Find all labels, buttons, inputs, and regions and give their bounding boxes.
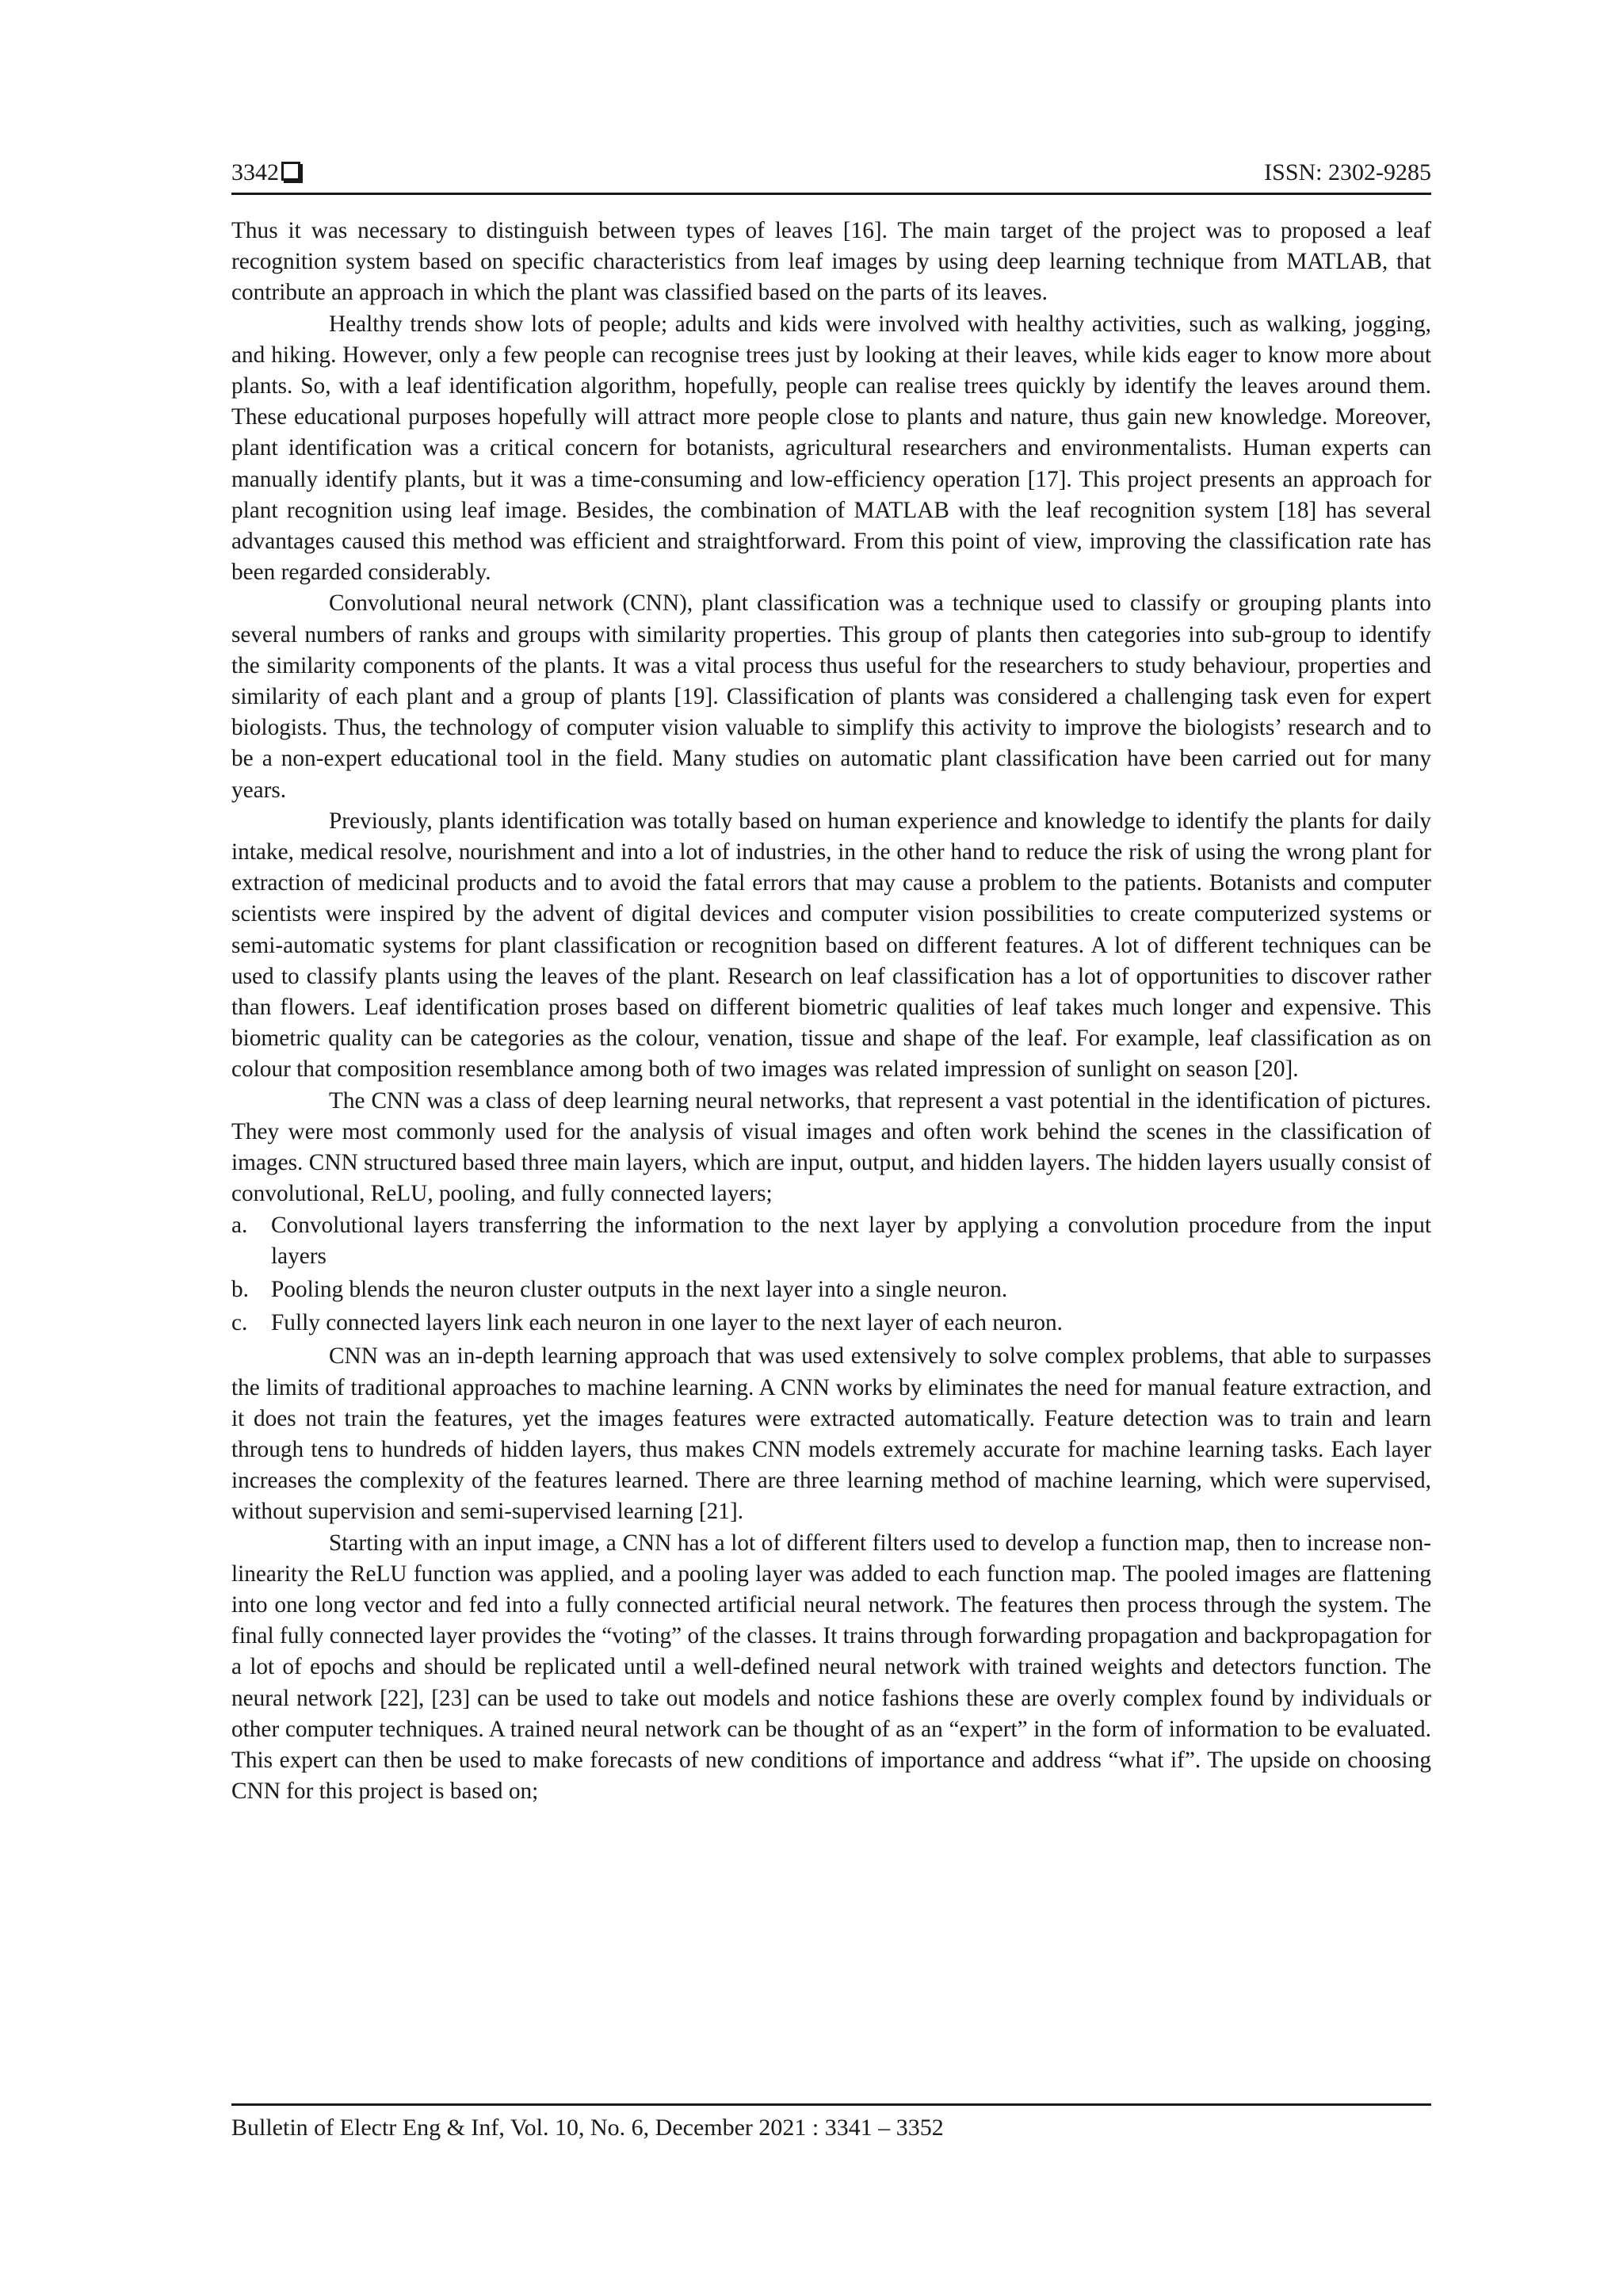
checkbox-icon [281,162,300,181]
layer-list [231,1210,1431,1339]
paragraph: Previously, plants identification was totally based on human experience and knowledge to identify the plants for daily intake, medical resolve, nourishment and into a lot of industries, in the other hand to reduce the risk of using the wrong plant for extraction of medicinal products and to avoid the fatal errors that may cause a problem to the patients. Botanists and computer scientists were inspired by the advent of digital devices and computer vision possibilities to create computerized systems or semi-automatic systems for plant classification or recognition based on different features. A lot of different techniques can be used to classify plants using the leaves of the plant. Research on leaf classification has a lot of opportunities to discover rather than flowers. Leaf identification proses based on different biometric qualities of leaf takes much longer and expensive. This biometric quality can be categories as the colour, venation, tissue and shape of the leaf. For example, leaf classification as on colour that composition resemblance among both of two images was related impression of sunlight on season [20]. [231,808,1431,1083]
paragraph: CNN was an in-depth learning approach that was used extensively to solve complex problems, that able to surpasses the limits of traditional approaches to machine learning. A CNN works by eliminates the need for manual feature extraction, and it does not train the features, yet the images features were extracted automatically. Feature detection was to train and learn through tens to hundreds of hidden layers, thus makes CNN models extremely accurate for machine learning tasks. Each layer increases the complexity of the features learned. There are three learning method of machine learning, which were supervised, without supervision and semi-supervised learning [21]. [231,1343,1431,1525]
issn-label: ISSN: 2302-9285 [1264,159,1431,185]
journal-page [231,0,1431,2296]
footer-divider [231,2103,1431,2106]
list-item [231,1210,1431,1272]
list-marker: a. [231,1212,248,1238]
paragraph: The CNN was a class of deep learning neural networks, that represent a vast potential in the identification of pictures. They were most commonly used for the analysis of visual images and often work behind the scenes in the classification of images. CNN structured based three main layers, which are input, output, and hidden layers. The hidden layers usually consist of convolutional, ReLU, pooling, and fully connected layers; [231,1087,1431,1207]
list-item [231,1274,1431,1305]
article-body [231,216,1431,1807]
paragraph: Starting with an input image, a CNN has a lot of different filters used to develop a function map, then to increase non-linearity the ReLU function was applied, and a pooling layer was added to each function map. The pooled images are flattening into one long vector and fed into a fully connected artificial neural network. The features then process through the system. The final fully connected layer provides the “voting” of the classes. It trains through forwarding propagation and backpropagation for a lot of epochs and should be replicated until a well-defined neural network with trained weights and detectors function. The neural network [22], [23] can be used to take out models and notice fashions these are overly complex found by individuals or other computer techniques. A trained neural network can be thought of as an “expert” in the form of information to be evaluated. This expert can then be used to make forecasts of new conditions of importance and address “what if”. The upside on choosing CNN for this project is based on; [231,1530,1431,1805]
page-number: 3342 [231,157,300,189]
page-header [231,157,1431,189]
list-marker: c. [231,1310,248,1336]
paragraph: Thus it was necessary to distinguish between types of leaves [16]. The main target of the project was to proposed a leaf recognition system based on specific characteristics from leaf images by using deep learning technique from MATLAB, that contribute an approach in which the plant was classified based on the parts of its leaves. [231,218,1431,306]
paragraph: Healthy trends show lots of people; adults and kids were involved with healthy activities, such as walking, jogging, and hiking. However, only a few people can recognise trees just by looking at their leaves, while kids eager to know more about plants. So, with a leaf identification algorithm, hopefully, people can realise trees quickly by identify the leaves around them. These educational purposes hopefully will attract more people close to plants and nature, thus gain new knowledge. Moreover, plant identification was a critical concern for botanists, agricultural researchers and environmentalists. Human experts can manually identify plants, but it was a time-consuming and low-efficiency operation [17]. This project presents an approach for plant recognition using leaf image. Besides, the combination of MATLAB with the leaf recognition system [18] has several advantages caused this method was efficient and straightforward. From this point of view, improving the classification rate has been regarded considerably. [231,311,1431,586]
paragraph: Convolutional neural network (CNN), plant classification was a technique used to classify or grouping plants into several numbers of ranks and groups with similarity properties. This group of plants then categories into sub-group to identify the similarity components of the plants. It was a vital process thus useful for the researchers to study behaviour, properties and similarity of each plant and a group of plants [19]. Classification of plants was considered a challenging task even for expert biologists. Thus, the technology of computer vision valuable to simplify this activity to improve the biologists’ research and to be a non-expert educational tool in the field. Many studies on automatic plant classification have been carried out for many years. [231,590,1431,803]
header-divider [231,193,1431,195]
list-item-text: Convolutional layers transferring the information to the next layer by applying a convolution procedure from the input layers [271,1212,1431,1269]
list-item [231,1308,1431,1339]
list-marker: b. [231,1276,249,1302]
footer-citation: Bulletin of Electr Eng & Inf, Vol. 10, No. 6, December 2021 : 3341 – 3352 [231,2115,944,2141]
list-item-text: Pooling blends the neuron cluster outputs in the next layer into a single neuron. [271,1276,1008,1302]
list-item-text: Fully connected layers link each neuron in one layer to the next layer of each neuron. [271,1310,1063,1336]
